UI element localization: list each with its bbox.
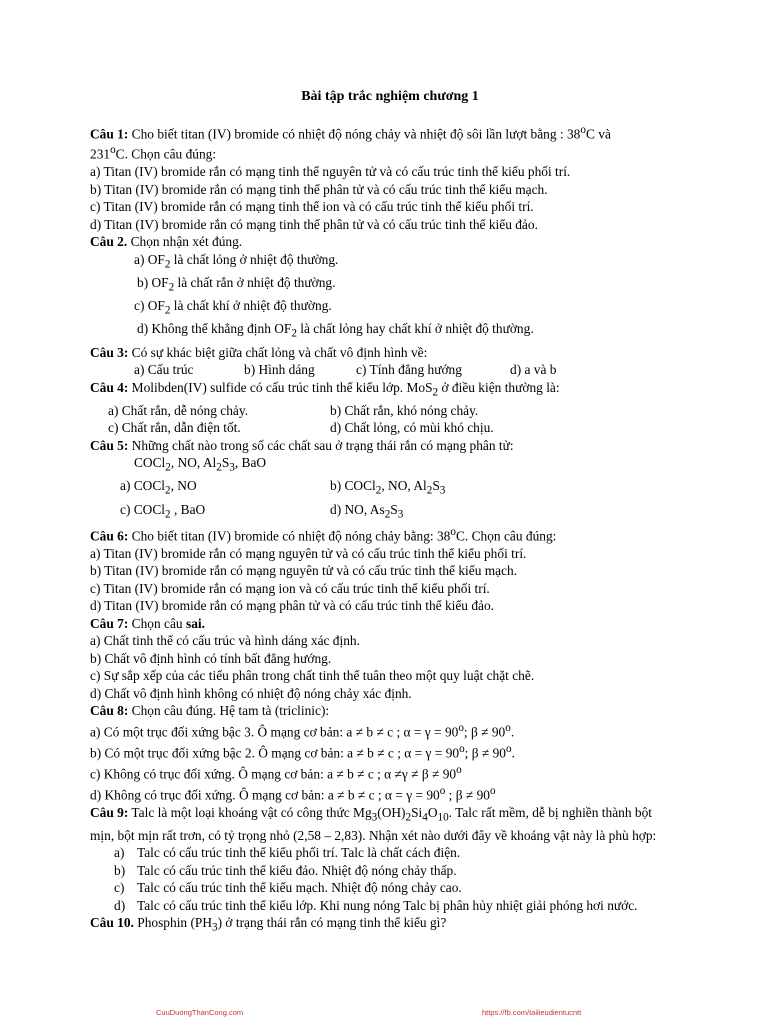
option-text: là chất lỏng hay chất khí ở nhiệt độ thường. bbox=[296, 321, 534, 337]
question-3-stem bbox=[90, 344, 690, 362]
option-b bbox=[330, 478, 446, 498]
question-7 bbox=[90, 615, 690, 703]
option-d bbox=[90, 783, 690, 804]
degree-sup: o bbox=[458, 721, 464, 734]
option-text: , NO bbox=[170, 478, 197, 494]
subscript: 3 bbox=[439, 485, 446, 498]
option-c: c) Tính đẳng hướng bbox=[356, 362, 462, 378]
subscript: 2 bbox=[384, 508, 391, 521]
question-1-stem bbox=[90, 122, 690, 164]
stem-text: ) ở trạng thái rắn có mạng tinh thể kiểu gì? bbox=[217, 915, 447, 931]
question-4-stem bbox=[90, 379, 690, 402]
option-text: là chất rắn ở nhiệt độ thường. bbox=[174, 275, 336, 291]
subscript: 2 bbox=[375, 485, 382, 498]
subscript: 3 bbox=[371, 811, 378, 824]
option-list bbox=[90, 844, 690, 914]
question-label: Câu 3: bbox=[90, 344, 129, 360]
option-a: a) Chất tinh thể có cấu trúc và hình dáng xác định. bbox=[90, 633, 360, 649]
options-row bbox=[90, 477, 690, 500]
option-text: d) NO, As bbox=[330, 501, 385, 517]
question-label: Câu 1: bbox=[90, 125, 129, 141]
option-a: a) Cấu trúc bbox=[134, 362, 194, 378]
option-b: b) Chất vô định hình có tính bất đẳng hướng. bbox=[90, 650, 332, 666]
formula-text: S bbox=[221, 455, 230, 471]
option-text: S bbox=[432, 478, 440, 494]
option-c: c) Chất rắn, dẫn điện tốt. bbox=[108, 420, 241, 436]
question-3 bbox=[90, 344, 690, 379]
option-b: b) Titan (IV) bromide rắn có mạng nguyên tử và có cấu trúc tinh thể kiểu mạch. bbox=[90, 563, 518, 579]
stem-text: ở điều kiện thường là: bbox=[438, 379, 560, 395]
question-2-stem bbox=[90, 233, 690, 251]
option-d bbox=[330, 501, 404, 521]
subscript: 2 bbox=[165, 461, 171, 474]
option-text: d) Không có trục đối xứng. Ô mạng cơ bản: a ≠ b ≠ c ; α = γ = 90 bbox=[90, 787, 440, 803]
subscript: 2 bbox=[426, 485, 433, 498]
degree-sup: o bbox=[506, 742, 512, 755]
option-text: , NO, Al bbox=[381, 478, 427, 494]
question-8 bbox=[90, 702, 690, 803]
stem-text: Talc là một loại khoáng vật có công thức Mg bbox=[128, 804, 372, 820]
subscript: 10 bbox=[437, 811, 449, 824]
option-text: Talc có cấu trúc tinh thể kiểu phối trí. Talc là chất cách điện. bbox=[137, 845, 461, 861]
stem-text: C và bbox=[585, 125, 611, 141]
substance-list bbox=[90, 454, 690, 477]
option-c bbox=[90, 762, 690, 783]
option-b bbox=[90, 274, 690, 297]
option-b bbox=[114, 862, 690, 880]
subscript: 2 bbox=[165, 485, 171, 498]
option-d: d) Titan (IV) bromide rắn có mạng phân tử và có cấu trúc tinh thể kiểu đảo. bbox=[90, 598, 495, 614]
stem-text: C. Chọn câu đúng: bbox=[115, 146, 217, 162]
subscript: 2 bbox=[164, 258, 171, 271]
formula-text: , BaO bbox=[234, 455, 267, 471]
option-text: ; β ≠ 90 bbox=[464, 745, 506, 761]
option-text: b) OF bbox=[137, 275, 169, 291]
options-row bbox=[90, 501, 690, 524]
question-4 bbox=[90, 379, 690, 437]
option-text: Talc có cấu trúc tinh thể kiểu đảo. Nhiệt độ nóng chảy thấp. bbox=[137, 862, 457, 878]
stem-text: (OH) bbox=[377, 804, 406, 820]
question-6-stem bbox=[90, 524, 690, 545]
option-b: b) Titan (IV) bromide rắn có mạng tinh thể phân tử và có cấu trúc tinh thể kiểu mạch. bbox=[90, 181, 548, 197]
option-marker: b) bbox=[114, 862, 126, 878]
question-10 bbox=[90, 914, 690, 937]
subscript: 3 bbox=[229, 461, 235, 474]
stem-text: Cho biết titan (IV) bromide có nhiệt độ nóng chảy bằng: 38 bbox=[128, 528, 451, 544]
stem-text: Chọn nhận xét đúng. bbox=[127, 234, 243, 250]
option-text: b) COCl bbox=[330, 478, 376, 494]
option-text: a) COCl bbox=[120, 478, 166, 494]
option-text: a) OF bbox=[134, 251, 165, 267]
option-a: a) Chất rắn, dễ nóng chảy. bbox=[108, 402, 249, 418]
question-8-stem bbox=[90, 702, 690, 720]
option-b bbox=[90, 741, 690, 762]
question-label: Câu 8: bbox=[90, 703, 129, 719]
option-marker: d) bbox=[114, 897, 126, 913]
option-a bbox=[120, 477, 330, 500]
option-d: d) Chất lỏng, có mùi khó chịu. bbox=[330, 420, 494, 436]
stem-text: 231 bbox=[90, 146, 111, 162]
question-label: Câu 2. bbox=[90, 234, 128, 250]
option-text: là chất lỏng ở nhiệt độ thường. bbox=[170, 251, 339, 267]
option-a bbox=[114, 844, 690, 862]
question-label: Câu 7: bbox=[90, 615, 129, 631]
subscript: 2 bbox=[164, 304, 171, 317]
option-d: d) a và b bbox=[510, 362, 557, 378]
degree-sup: o bbox=[110, 144, 116, 157]
stem-emphasis: sai. bbox=[185, 615, 205, 631]
option-d: d) Titan (IV) bromide rắn có mạng tinh thể phân tử và có cấu trúc tinh thể kiểu đảo. bbox=[90, 216, 538, 232]
option-marker: a) bbox=[114, 845, 125, 861]
option-c: c) Sự sắp xếp của các tiểu phân trong chất tinh thể tuân theo một quy luật chặt chẽ. bbox=[90, 668, 535, 684]
option-text: , BaO bbox=[170, 501, 206, 517]
option-text: ; β ≠ 90 bbox=[463, 724, 506, 740]
option-c: c) Titan (IV) bromide rắn có mạng tinh thể ion và có cấu trúc tinh thể kiểu phối trí. bbox=[90, 199, 534, 215]
footer-right-link[interactable]: https://fb.com/tailieudientucntt bbox=[482, 1008, 582, 1017]
question-label: Câu 9: bbox=[90, 804, 129, 820]
stem-text: C. Chọn câu đúng: bbox=[455, 528, 557, 544]
stem-text: Cho biết titan (IV) bromide có nhiệt độ nóng chảy và nhiệt độ sôi lần lượt bằng : 38 bbox=[128, 125, 581, 141]
option-text: b) Có một trục đối xứng bậc 2. Ô mạng cơ bản: a ≠ b ≠ c ; α = γ = 90 bbox=[90, 745, 460, 761]
option-d bbox=[114, 897, 690, 915]
option-text: S bbox=[390, 501, 398, 517]
option-a: a) Titan (IV) bromide rắn có mạng tinh thể nguyên tử và có cấu trúc tinh thể kiểu phối trí. bbox=[90, 164, 571, 180]
option-text: a) Có một trục đối xứng bậc 3. Ô mạng cơ bản: a ≠ b ≠ c ; α = γ = 90 bbox=[90, 724, 459, 740]
formula-text: COCl bbox=[134, 455, 166, 471]
option-b: b) Chất rắn, khó nóng chảy. bbox=[330, 402, 479, 418]
page-title: Bài tập trắc nghiệm chương 1 bbox=[301, 89, 479, 104]
question-5 bbox=[90, 437, 690, 524]
options-row bbox=[90, 402, 690, 420]
question-label: Câu 10. bbox=[90, 915, 134, 931]
question-label: Câu 4: bbox=[90, 379, 129, 395]
degree-sup: o bbox=[505, 721, 511, 734]
stem-text: Những chất nào trong số các chất sau ở trạng thái rắn có mạng phân tử: bbox=[128, 437, 514, 453]
subscript: 2 bbox=[168, 281, 175, 294]
stem-text: Phosphin (PH bbox=[133, 915, 213, 931]
stem-text: . Talc rất mềm, dễ bị nghiền thành bột mịn, bột mịn rất trơn, có tỷ trọng nhỏ (2,58 – 2,83). Nhận xét nào dưới đây về khoáng vật này là phù hợp: bbox=[90, 804, 657, 843]
subscript: 2 bbox=[405, 811, 412, 824]
subscript: 3 bbox=[212, 922, 218, 934]
question-7-stem bbox=[90, 615, 690, 633]
option-c bbox=[120, 501, 330, 524]
option-text: . bbox=[510, 724, 515, 740]
option-c bbox=[114, 879, 690, 897]
option-text: là chất khí ở nhiệt độ thường. bbox=[170, 298, 332, 314]
question-label: Câu 5: bbox=[90, 437, 129, 453]
option-c bbox=[90, 297, 690, 320]
subscript: 2 bbox=[432, 386, 439, 399]
degree-sup: o bbox=[490, 784, 496, 797]
question-9 bbox=[90, 804, 690, 915]
stem-text: Molibden(IV) sulfide có cấu trúc tinh thể kiểu lớp. MoS bbox=[128, 379, 433, 395]
stem-text: O bbox=[427, 804, 438, 820]
option-text: c) Không có trục đối xứng. Ô mạng cơ bản: a ≠ b ≠ c ; α ≠γ ≠ β ≠ 90 bbox=[90, 766, 457, 782]
option-text: Talc có cấu trúc tinh thể kiểu mạch. Nhiệt độ nóng chảy cao. bbox=[137, 880, 462, 896]
question-label: Câu 6: bbox=[90, 528, 129, 544]
degree-sup: o bbox=[439, 784, 446, 797]
subscript: 4 bbox=[422, 811, 428, 824]
option-c: c) Titan (IV) bromide rắn có mạng ion và có cấu trúc tinh thể kiểu phối trí. bbox=[90, 580, 490, 596]
degree-sup: o bbox=[456, 763, 462, 776]
question-1 bbox=[90, 122, 690, 234]
option-d: d) Chất vô định hình không có nhiệt độ nóng chảy xác định. bbox=[90, 685, 412, 701]
options-row bbox=[90, 361, 690, 379]
stem-text: Chọn câu đúng. Hệ tam tà (triclinic): bbox=[128, 703, 330, 719]
subscript: 2 bbox=[165, 508, 171, 521]
stem-text: Si bbox=[411, 804, 423, 820]
option-text: ; β ≠ 90 bbox=[445, 787, 490, 803]
options-row bbox=[90, 419, 690, 437]
option-text: c) COCl bbox=[120, 501, 166, 517]
option-text: d) Không thể khẳng định OF bbox=[137, 321, 292, 337]
formula-text: , NO, Al bbox=[170, 455, 217, 471]
document-page bbox=[90, 88, 690, 938]
subscript: 2 bbox=[291, 328, 297, 341]
option-d bbox=[90, 320, 690, 343]
option-text: Talc có cấu trúc tinh thể kiểu lớp. Khi nung nóng Talc bị phân hủy nhiệt giải phóng hơi nước. bbox=[137, 897, 638, 913]
option-a bbox=[90, 720, 690, 741]
question-9-stem bbox=[90, 804, 672, 845]
question-6 bbox=[90, 524, 690, 615]
subscript: 2 bbox=[216, 461, 222, 474]
degree-sup: o bbox=[580, 123, 586, 136]
option-text: c) OF bbox=[134, 298, 165, 314]
degree-sup: o bbox=[450, 525, 456, 538]
stem-text: Có sự khác biệt giữa chất lỏng và chất vô định hình về: bbox=[128, 344, 428, 360]
degree-sup: o bbox=[459, 742, 465, 755]
option-marker: c) bbox=[114, 880, 125, 896]
option-text: . bbox=[511, 745, 515, 761]
stem-text: Chọn câu bbox=[128, 615, 186, 631]
question-10-stem bbox=[90, 914, 690, 937]
footer-left-link[interactable]: CuuDuongThanCong.com bbox=[156, 1008, 244, 1017]
subscript: 3 bbox=[397, 508, 404, 521]
option-a bbox=[90, 251, 690, 274]
question-2 bbox=[90, 233, 690, 343]
option-b: b) Hình dáng bbox=[244, 362, 315, 378]
option-a: a) Titan (IV) bromide rắn có mạng nguyên tử và có cấu trúc tinh thể kiểu phối trí. bbox=[90, 545, 527, 561]
question-5-stem bbox=[90, 437, 690, 455]
